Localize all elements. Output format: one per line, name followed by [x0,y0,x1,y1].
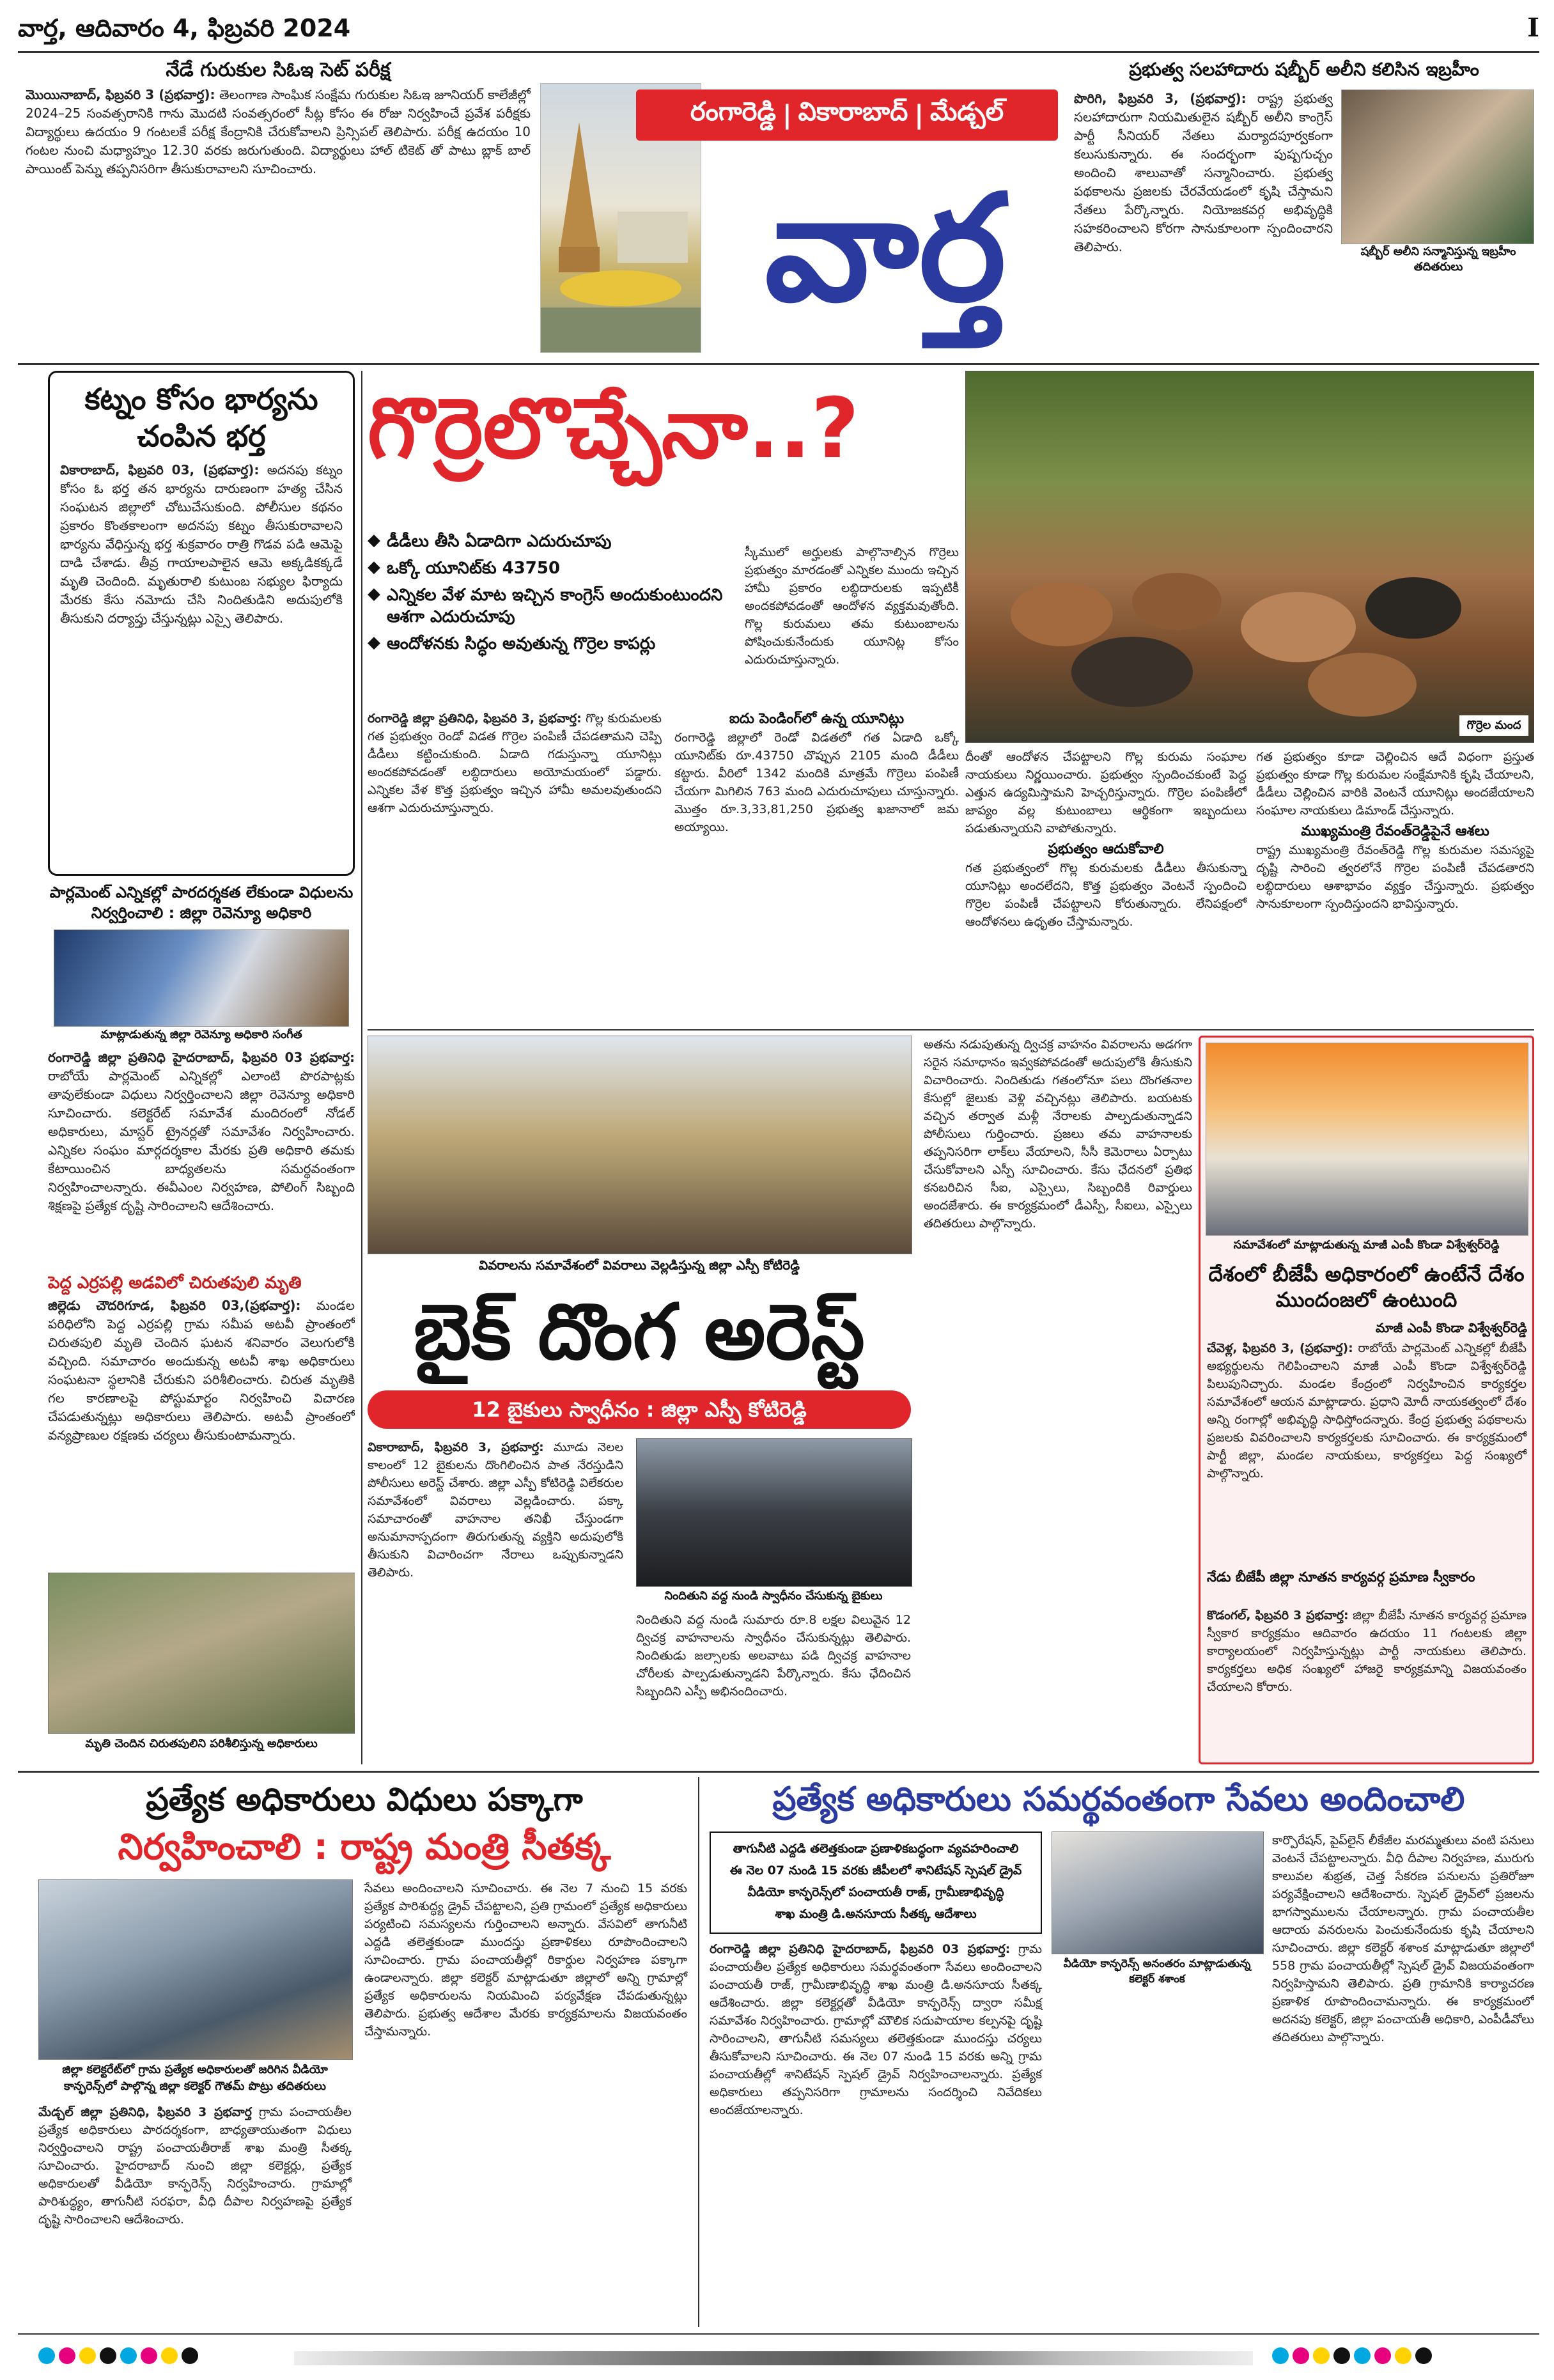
bike-body-2: నిందితుని వద్ద నుండి సుమారు రూ.8 లక్షల విలువైన 12 ద్విచక్ర వాహనాలను స్వాధీనం చేసుకున్నట్లు తెలిపారు. నిందితుడు జల్సాలకు అలవాటు పడి ద్విచక్ర వాహనాల చోరీలకు పాల్పడుతున్నాడని పేర్కొన్నారు. కేసు ఛేదించిన సిబ్బందిని ఎస్పీ అభినందించారు. [636,1613,911,1699]
story-shabbir-ali [1074,58,1534,358]
district-separator: | [914,100,924,130]
sheep-body-3: దీంతో ఆందోళన చేపట్టాలని గొల్ల కురుమ సంఘాల నాయకులు నిర్ణయించారు. ప్రభుత్వం స్పందించకుంటే పెద్ద ఎత్తున ఉద్యమిస్తామని హెచ్చరిస్తున్నారు. గొర్రెల పంపిణీలో జాప్యం వల్ల కుటుంబాలు ఆర్థికంగా ఇబ్బందులు పడుతున్నాయని వాపోతున్నారు. [965,750,1247,836]
brand-logo: వార్త [765,164,1006,334]
registration-dot [59,2347,75,2364]
header-rule [18,51,1539,53]
divider-bottom-vertical [698,1777,699,2327]
registration-dot [1374,2347,1391,2364]
special-officers-title: ప్రత్యేక అధికారులు సమర్థవంతంగా సేవలు అందించాలి [772,1780,1465,1819]
murder-title: కట్నం కోసం భార్యను చంపిన భర్త [84,382,318,453]
bike-photo-press-caption: వివరాలను సమావేశంలో వివరాలు వెల్లడిస్తున్న జిల్లా ఎస్పీ కోటిరెడ్డి [368,1256,911,1274]
box-line: తాగునీటి ఎద్దడి తలెత్తకుండా ప్రణాళికబద్ధంగా వ్యవహరించాలి [733,1842,1019,1856]
footer-color-marks-left [38,2347,281,2370]
bjp-dateline: చేవెళ్ల, ఫిబ్రవరి 3, (ప్రభవార్త): [1207,1341,1353,1355]
seethakka-body-2: సేవలు అందించాలని సూచించారు. ఈ నెల 7 నుంచి 15 వరకు ప్రత్యేక పారిశుద్ధ్య డ్రైవ్ చేపట్టాలని, ప్రతి గ్రామంలో ప్రత్యేక అధికారులు పర్యటించి సమస్యలను గుర్తించాలని అన్నారు. వేసవిలో తాగునీటి ఎద్దడి తలెత్తకుండా ముందస్తు ప్రణాళికలు రూపొందించాలని సూచించారు. గ్రామ పంచాయతీల్లో రికార్డుల నిర్వహణ పక్కాగా ఉండాలన్నారు. జిల్లా కలెక్టర్ మాట్లాడుతూ జిల్లాలో అన్ని గ్రామాల్లో ప్రత్యేక అధికారులను నియమించి పర్యవేక్షణ చేపడుతున్నట్లు తెలిపారు. ప్రభుత్వ ఆదేశాల మేరకు కార్యక్రమాలను విజయవంతం చేస్తామన్నారు. [364,1881,687,2039]
story-special-officers [703,1777,1534,2327]
elections-title: పార్లమెంట్ ఎన్నికల్లో పారదర్శకత లేకుండా విధులను నిర్వర్తించాలి : జిల్లా రెవెన్యూ అధికారి [49,883,354,922]
special-officers-dateline: రంగారెడ్డి జిల్లా ప్రతినిధి హైదరాబాద్, ఫిబ్రవరి 03 ప్రభవార్త: [710,1942,1011,1956]
sheep-subhead-pending: ఐదు పెండింగ్‌లో ఉన్న యూనిట్లు [729,711,905,727]
sheep-body-4: గత ప్రభుత్వంలో గొల్ల కురుమలకు డీడీలు తీసుకున్నా యూనిట్లు అందలేదని, కొత్త ప్రభుత్వం వెంటనే స్పందించి గొర్రెల పంపిణీ చేపట్టాలని కోరుతున్నారు. లేనిపక్షంలో ఆందోళనలు ఉధృతం చేస్తామన్నారు. [965,861,1247,929]
bjp-body-2: జిల్లా బీజేపీ నూతన కార్యవర్గ ప్రమాణ స్వీకార కార్యక్రమం ఆదివారం ఉదయం 11 గంటలకు జిల్లా కార్యాలయంలో నిర్వహిస్తున్నట్లు పార్టీ నాయకులు తెలిపారు. కార్యకర్తలు అధిక సంఖ్యలో హాజరై కార్యక్రమాన్ని విజయవంతం చేయాలని కోరారు. [1207,1608,1527,1694]
district-rangareddy: రంగారెడ్డి [690,97,777,127]
footer-rule [18,2333,1539,2335]
bike-dateline: వికారాబాద్, ఫిబ్రవరి 3, ప్రభవార్త: [368,1440,544,1454]
sheep-photo [965,371,1534,743]
registration-dot [38,2347,55,2364]
registration-dot [1354,2347,1371,2364]
registration-dot [1333,2347,1350,2364]
bjp-body: రాబోయే పార్లమెంట్ ఎన్నికల్లో బీజేపీ అభ్యర్థులను గెలిపించాలని మాజీ ఎంపీ కొండా విశ్వేశ్వర్‌రెడ్డి పిలుపునిచ్చారు. మండల కేంద్రంలో నిర్వహించిన కార్యకర్తల సమావేశంలో ఆయన మాట్లాడారు. ప్రధాని మోదీ నాయకత్వంలో దేశం అన్ని రంగాల్లో అభివృద్ధి సాధిస్తోందన్నారు. కేంద్ర ప్రభుత్వ పథకాలను ప్రజలకు వివరించాలని కార్యకర్తలకు సూచించారు. ఈ కార్యక్రమంలో పార్టీ జిల్లా, మండల నాయకులు, కార్యకర్తలు పెద్ద సంఖ్యలో పాల్గొన్నారు. [1207,1341,1527,1481]
registration-dot [1293,2347,1309,2364]
box-line: వీడియో కాన్ఫరెన్స్‌లో పంచాయతీ రాజ్, గ్రామీణాభివృద్ధి [747,1885,1004,1899]
special-officers-photo-caption: వీడియో కాన్ఫరెన్స్ అనంతరం మాట్లాడుతున్న కలెక్టర్ శశాంక [1052,1956,1263,1987]
bullet-diamond-icon: ◆ [368,531,380,550]
registration-dot [100,2347,116,2364]
district-vikarabad: వికారాబాద్ [798,97,908,127]
seethakka-title-1: ప్రత్యేక అధికారులు విధులు పక్కాగా [146,1781,583,1818]
sheep-subhead-support: ప్రభుత్వం ఆదుకోవాలి [1048,841,1164,857]
header-title: వార్త, ఆదివారం 4, ఫిబ్రవరి 2024 [18,14,351,42]
special-officers-box [710,1832,1042,1934]
elections-body: రాబోయే పార్లమెంట్ ఎన్నికల్లో ఎలాంటి పొరపాట్లకు తావులేకుండా విధులు నిర్వర్తించాలని జిల్లా రెవెన్యూ అధికారి సూచించారు. కలెక్టరేట్ సమావేశ మందిరంలో నోడల్ అధికారులు, మాస్టర్ ట్రైనర్లతో సమావేశం నిర్వహించారు. ఎన్నికల సంఘం మార్గదర్శకాల మేరకు ప్రతి అధికారి తమకు కేటాయించిన బాధ్యతలను సమర్థవంతంగా నిర్వహించాలన్నారు. ఈవీఎంల నిర్వహణ, పోలింగ్ సిబ్బంది శిక్షణపై ప్రత్యేక దృష్టి సారించాలని ఆదేశించారు. [48,1068,355,1213]
seethakka-photo [38,1879,353,2060]
leopard-dateline: జిల్లెడు చౌదరిగూడ, ఫిబ్రవరి 03,(ప్రభవార్త): [48,1298,301,1313]
registration-dot [141,2347,157,2364]
story-bike [368,1036,1192,1764]
divider-left-col [361,371,362,1764]
sheep-bullet: ◆ డీడీలు తీసి ఏడాదిగా ఎదురుచూపు [368,531,612,551]
bike-body-3: అతను నడుపుతున్న ద్విచక్ర వాహనం వివరాలను అడగగా సరైన సమాధానం ఇవ్వకపోవడంతో అదుపులోకి తీసుకుని విచారించారు. నిందితుడు గతంలోనూ పలు దొంగతనాల కేసుల్లో జైలుకు వెళ్లి వచ్చినట్లు తెలిపారు. బయటకు వచ్చిన తర్వాత మళ్లీ నేరాలకు పాల్పడుతున్నాడని పోలీసులు గుర్తించారు. ప్రజలు తమ వాహనాలకు తప్పనిసరిగా లాక్‌లు వేయాలని, సీసీ కెమెరాలు ఏర్పాటు చేసుకోవాలని ఎస్పీ సూచించారు. కేసు ఛేదనలో ప్రతిభ కనబరిచిన సీఐ, ఎస్సైలు, సిబ్బందికి రివార్డులు అందజేశారు. ఈ కార్యక్రమంలో డీఎస్పీ, సీఐలు, ఎస్సైలు తదితరులు పాల్గొన్నారు. [924,1038,1192,1231]
box-line: ఈ నెల 07 నుండి 15 వరకు జీపీలలో శానిటేషన్ స్పెషల్ డ్రైవ్ [729,1863,1022,1878]
story-gurukul [26,58,531,358]
divider-mid [368,1029,1534,1031]
bullet-diamond-icon: ◆ [368,584,380,603]
seethakka-body: గ్రామ పంచాయతీల ప్రత్యేక అధికారులు పారదర్శకంగా, బాధ్యతాయుతంగా విధులు నిర్వర్తించాలని రాష్ట్ర పంచాయతీరాజ్ శాఖ మంత్రి సీతక్క సూచించారు. హైదరాబాద్ నుంచి జిల్లా కలెక్టర్లు, ప్రత్యేక అధికారులతో వీడియో కాన్ఫరెన్స్ నిర్వహించారు. గ్రామాల్లో పారిశుద్ధ్యం, తాగునీటి సరఫరా, వీధి దీపాల నిర్వహణపై ప్రత్యేక దృష్టి సారించాలని ఆదేశించారు. [38,2105,352,2227]
sheep-photo-caption: గొర్రెల మంద [1459,715,1528,736]
sheep-herd-icon [966,371,1534,742]
divider-top [18,363,1539,365]
shabbir-photo [1341,89,1534,244]
sheep-dateline: రంగారెడ్డి జిల్లా ప్రతినిధి, ఫిబ్రవరి 3, ప్రభవార్త: [368,712,582,726]
bjp-photo [1206,1043,1528,1236]
bike-photo-seized-caption: నిందితుని వద్ద నుండి స్వాధీనం చేసుకున్న బైకులు [636,1589,911,1604]
special-officers-photo [1052,1832,1264,1954]
bullet-diamond-icon: ◆ [368,557,380,577]
sheep-subhead-cm: ముఖ్యమంత్రి రేవంత్‌రెడ్డిపైనే ఆశలు [1301,823,1489,839]
registration-dot [161,2347,178,2364]
special-officers-body-1: గ్రామ పంచాయతీల ప్రత్యేక అధికారులు సమర్థవంతంగా సేవలు అందించాలని పంచాయతీ రాజ్, గ్రామీణాభివృద్ధి శాఖ మంత్రి డి.అనసూయ సీతక్క ఆదేశించారు. జిల్లా కలెక్టర్లతో వీడియో కాన్ఫరెన్స్ ద్వారా సమీక్ష సమావేశం నిర్వహించారు. గ్రామాల్లో మౌలిక సదుపాయాల కల్పనపై దృష్టి సారించాలని, తాగునీటి సమస్యలు తలెత్తకుండా ముందస్తు చర్యలు తీసుకోవాలని సూచించారు. ఈ నెల 07 నుండి 15 వరకు అన్ని గ్రామ పంచాయతీల్లో శానిటేషన్ స్పెషల్ డ్రైవ్ నిర్వహించాలన్నారు. ప్రత్యేక అధికారులు తప్పనిసరిగా గ్రామాలను సందర్శించి నివేదికలు అందజేయాలన్నారు. [710,1942,1042,2117]
sheep-bullet: ◆ ఎన్నికల వేళ మాట ఇచ్చిన కాంగ్రెస్ అందుకుంటుందని ఆశగా ఎదురుచూపు [368,584,723,626]
elections-photo-caption: మాట్లాడుతున్న జిల్లా రెవెన్యూ అధికారి సంగీత [48,1027,355,1043]
masthead [540,58,1064,358]
story-bjp [1199,1036,1534,1764]
bjp-dateline-2: కొడంగల్, ఫిబ్రవరి 3 ప్రభవార్త: [1207,1608,1349,1622]
divider-bottom [18,1771,1539,1773]
sheep-body-6: రాష్ట్ర ముఖ్యమంత్రి రేవంత్‌రెడ్డి గొల్ల కురుమల సమస్యపై దృష్టి సారించి త్వరలోనే గొర్రెల పంపిణీ చేపడతారని లబ్ధిదారులు ఆశాభావం వ్యక్తం చేస్తున్నారు. ప్రభుత్వం సానుకూలంగా స్పందిస్తుందని భావిస్తున్నారు. [1256,843,1534,911]
special-officers-body-2: కార్పొరేషన్, పైప్‌లైన్ లీకేజీల మరమ్మతులు వంటి పనులు వెంటనే చేపట్టాలన్నారు. వీధి దీపాల నిర్వహణ, మురుగు కాలువల శుభ్రత, చెత్త సేకరణ పనులను ప్రతిరోజూ పర్యవేక్షించాలని ఆదేశించారు. స్పెషల్ డ్రైవ్‌లో ప్రజలను భాగస్వాములను చేయాలన్నారు. గ్రామ పంచాయతీల ఆదాయ వనరులను పెంచుకునేందుకు కృషి చేయాలని సూచించారు. జిల్లా కలెక్టర్ శశాంక మాట్లాడుతూ జిల్లాలో 558 గ్రామ పంచాయతీల్లో స్పెషల్ డ్రైవ్ విజయవంతంగా నిర్వహిస్తామని తెలిపారు. ప్రతి గ్రామానికి కార్యాచరణ ప్రణాళిక రూపొందించామన్నారు. ఈ కార్యక్రమంలో అదనపు కలెక్టర్, జిల్లా పంచాయతీ అధికారి, ఎంపీడీవోలు తదితరులు పాల్గొన్నారు. [1272,1833,1534,2044]
district-medchal: మేడ్చల్ [929,97,1004,127]
sheep-body-1: గొల్ల కురుమలకు గత ప్రభుత్వం రెండో విడత గొర్రెల పంపిణీ చేపడతామని చెప్పి డీడీలు కట్టించుకుంది. ఏడాది గడుస్తున్నా యూనిట్లు అందకపోవడంతో లబ్ధిదారులు అయోమయంలో పడ్డారు. ఎన్నికల వేళ కొత్త ప్రభుత్వం ఇచ్చిన హామీ అమలవుతుందని ఆశగా ఎదురుచూస్తున్నారు. [368,712,662,815]
gurukul-body: తెలంగాణ సాంఘిక సంక్షేమ గురుకుల సిఓఇ జూనియర్ కాలేజీల్లో 2024–25 సంవత్సరానికి గాను మొదటి సంవత్సరంలో సీట్ల కోసం ఈ రోజు నిర్వహించే ప్రవేశ పరీక్షకు విద్యార్థులు ఉదయం 9 గంటలకే పరీక్ష కేంద్రానికి చేరుకోవాలని ప్రిన్సిపల్ తెలిపారు. పరీక్ష ఉదయం 10 గంటల నుంచి మధ్యాహ్నం 12.30 వరకు జరుగుతుంది. విద్యార్థులు హాల్ టికెట్ తో పాటు బ్లాక్ బాల్ పాయింట్ పెన్ను తప్పనిసరిగా తీసుకురావాలని సూచించారు. [26,87,531,176]
shabbir-photo-caption: షబ్బీర్ అలీని సన్మానిస్తున్న ఇబ్రహీం తదితరులు [1342,244,1534,275]
sheep-headline: గొర్రెలొచ్చేనా..? [368,380,860,477]
elections-photo [54,929,349,1027]
bike-subhead: 12 బైకులు స్వాధీనం : జిల్లా ఎస్పీ కోటిరెడ్డి [368,1390,911,1429]
registration-dot [182,2347,198,2364]
box-line: శాఖ మంత్రి డి.అనసూయ సీతక్క ఆదేశాలు [775,1907,977,1921]
gurukul-title: నేడే గురుకుల సిఓఇ సెట్ పరీక్ష [166,59,391,81]
sheep-bullets [368,531,738,660]
footer-color-marks-right [1272,2347,1515,2370]
bike-photo-seized [636,1438,912,1587]
sheep-body-2: రంగారెడ్డి జిల్లాలో రెండో విడతలో గత ఏడాది ఒక్కో యూనిట్‌కు రూ.43750 చొప్పున 2105 మంది డీడీలు కట్టారు. వీరిలో 1342 మందికి మాత్రమే గొర్రెలు పంపిణీ చేయగా మిగిలిన 763 మంది ఎదురుచూపులు చూస్తున్నారు. మొత్తం రూ.3,33,81,250 ప్రభుత్వ ఖజానాలో జమ అయ్యాయి. [674,731,959,834]
bike-photo-press [368,1036,912,1254]
story-murder [48,371,355,876]
shabbir-body: రాష్ట్ర ప్రభుత్వ సలహాదారుగా నియమితులైన షబ్బీర్ అలీని కాంగ్రెస్ పార్టీ సీనియర్ నేతలు మర్యాదపూర్వకంగా కలుసుకున్నారు. ఈ సందర్భంగా పుష్పగుచ్చం అందించి శాలువాతో సన్మానించారు. ప్రభుత్వ పథకాలను ప్రజలకు చేరవేయడంలో కృషి చేస్తామని నేతలు పేర్కొన్నారు. నియోజకవర్గ అభివృద్ధికి సహకరించాలని కోరగా సానుకూలంగా స్పందించారని తెలిపారు. [1074,91,1333,254]
shabbir-title: ప్రభుత్వ సలహాదారు షబ్బీర్ అలీని కలిసిన ఇబ్రహీం [1129,59,1479,80]
story-leopard [48,1272,355,1764]
shabbir-dateline: పొరిగి, ఫిబ్రవరి 3, (ప్రభవార్త): [1074,91,1247,106]
sheep-bullet: ◆ ఒక్కో యూనిట్‌కు 43750 [368,557,561,578]
bike-body-1: మూడు నెలల కాలంలో 12 బైకులను దొంగిలించిన పాత నేరస్తుడిని పోలీసులు అరెస్ట్ చేశారు. జిల్లా ఎస్పీ కోటిరెడ్డి విలేకరుల సమావేశంలో వివరాలు వెల్లడించారు. పక్కా సమాచారంతో వాహనాల తనిఖీ చేస్తుండగా అనుమానాస్పదంగా తిరుగుతున్న వ్యక్తిని అదుపులోకి తీసుకుని విచారించగా నేరాలు ఒప్పుకున్నాడని తెలిపారు. [368,1440,624,1580]
murder-body: అదనపు కట్నం కోసం ఓ భర్త తన భార్యను దారుణంగా హత్య చేసిన సంఘటన జిల్లాలో చోటుచేసుకుంది. పోలీసుల కథనం ప్రకారం కొంతకాలంగా అదనపు కట్నం తీసుకురావాలని భార్యను వేధిస్తున్న భర్త శుక్రవారం రాత్రి గొడవ పడి ఆమెపై దాడి చేశాడు. తీవ్ర గాయాలపాలైన ఆమె అక్కడికక్కడే మృతి చెందింది. మృతురాలి కుటుంబ సభ్యుల ఫిర్యాదు మేరకు కేసు నమోదు చేసి నిందితుడిని అదుపులోకి తీసుకుని దర్యాప్తు చేస్తున్నట్లు ఎస్సై తెలిపారు. [60,462,343,626]
page-header [18,12,1539,50]
leopard-title: పెద్ద ఎర్రపల్లి అడవిలో చిరుతపులి మృతి [48,1273,302,1293]
sheep-body-5: గత ప్రభుత్వం కూడా చెల్లించిన ఆదే విధంగా ప్రస్తుత ప్రభుత్వం కూడా గొల్ల కురుమల సంక్షేమానికి కృషి చేయాలని, డీడీలు చెల్లించిన వారికి వెంటనే యూనిట్లు అందజేయాలని సంఘాల నాయకులు డిమాండ్ చేస్తున్నారు. [1256,750,1534,818]
footer-gray-bar [294,2351,1253,2365]
bullet-diamond-icon: ◆ [368,633,380,652]
registration-dot [1415,2347,1432,2364]
registration-dot [1395,2347,1411,2364]
story-sheep [368,371,1534,1023]
leopard-photo-caption: మృతి చెందిన చిరుతపులిని పరిశీలిస్తున్న అధికారులు [48,1736,355,1752]
bjp-photo-caption: సమావేశంలో మాట్లాడుతున్న మాజీ ఎంపీ కొండా విశ్వేశ్వర్‌రెడ్డి [1233,1238,1500,1252]
elections-dateline: రంగారెడ్డి జిల్లా ప్రతినిధి హైదరాబాద్, ఫిబ్రవరి 03 ప్రభవార్త: [48,1050,355,1065]
district-separator: | [782,100,792,130]
story-seethakka [38,1777,690,2327]
murder-dateline: వికారాబాద్, ఫిబ్రవరి 03, (ప్రభవార్త): [60,462,260,478]
seethakka-title-2: నిర్వహించాలి : రాష్ట్ర మంత్రి సీతక్క [118,1826,611,1868]
page-number: I [1527,13,1539,43]
registration-dot [1272,2347,1289,2364]
sheep-bullet: ◆ ఆందోళనకు సిద్ధం అవుతున్న గొర్రెల కాపర్లు [368,633,656,653]
bjp-subhead: నేడు బీజేపీ జిల్లా నూతన కార్యవర్గ ప్రమాణ స్వీకారం [1207,1569,1475,1585]
registration-dot [120,2347,137,2364]
leopard-body: మండల పరిధిలోని పెద్ద ఎర్రపల్లి గ్రామ సమీప అటవీ ప్రాంతంలో చిరుతపులి మృతి చెందిన ఘటన శనివారం వెలుగులోకి వచ్చింది. సమాచారం అందుకున్న అటవీ శాఖ అధికారులు సంఘటనా స్థలానికి చేరుకుని పరిశీలించారు. చిరుత మృతికి గల కారణాలపై పోస్టుమార్టం నిర్వహించి విచారణ చేపడుతున్నట్లు అధికారులు తెలిపారు. అటవీ ప్రాంతంలో వన్యప్రాణుల రక్షణకు చర్యలు తీసుకుంటామన్నారు. [48,1298,355,1443]
seethakka-photo-caption: జిల్లా కలెక్టరేట్‌లో గ్రామ ప్రత్యేక అధికారులతో జరిగిన వీడియో కాన్ఫరెన్స్‌లో పాల్గొన్న జిల్లా కలెక్టర్ గౌతమ్ పొట్రు తదితరులు [38,2062,352,2095]
district-banner [636,89,1058,141]
bjp-title: దేశంలో బీజేపీ అధికారంలో ఉంటేనే దేశం ముందంజలో ఉంటుంది [1208,1262,1525,1312]
gurukul-dateline: మొయినాబాద్, ఫిబ్రవరి 3 (ప్రభవార్త): [26,87,215,102]
registration-dot [1313,2347,1330,2364]
leopard-photo [48,1573,355,1734]
story-elections [48,882,355,1266]
bike-headline: బైక్ దొంగ అరెస్ట్ [414,1288,865,1377]
bjp-subtitle: మాజీ ఎంపీ కొండా విశ్వేశ్వర్‌రెడ్డి [1376,1320,1527,1335]
seethakka-dateline: మేడ్చల్ జిల్లా ప్రతినిధి, ఫిబ్రవరి 3 ప్రభవార్త [38,2105,252,2119]
registration-dot [79,2347,96,2364]
sheep-intro: స్కీములో అర్హులకు పాల్గొనాల్సిన గొర్రెలు ప్రభుత్వం మారడంతో ఎన్నికల ముందు ఇచ్చిన హామీ ప్రకారం లబ్ధిదారులకు ఇప్పటికీ అందకపోవడంతో ఆందోళన వ్యక్తమవుతోంది. గొల్ల కురుమలు తమ కుటుంబాలను పోషించుకునేందుకు యూనిట్ల కోసం ఎదురుచూస్తున్నారు. [745,545,959,667]
